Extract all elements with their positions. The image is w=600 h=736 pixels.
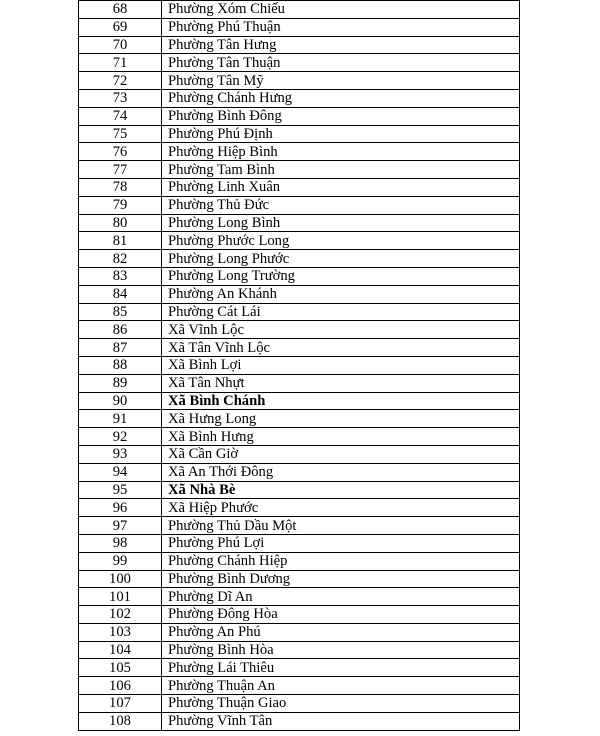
table-row — [79, 125, 520, 143]
ward-name: Phường Linh Xuân — [162, 178, 520, 196]
row-number: 100 — [79, 570, 162, 588]
table-row — [79, 107, 520, 125]
ward-name: Phường Bình Hòa — [162, 641, 520, 659]
row-number: 104 — [79, 641, 162, 659]
ward-name: Xã Tân Vĩnh Lộc — [162, 339, 520, 357]
row-number: 76 — [79, 143, 162, 161]
table-row — [79, 214, 520, 232]
ward-name: Phường Chánh Hiệp — [162, 552, 520, 570]
ward-name: Phường Tân Thuận — [162, 54, 520, 72]
table-row — [79, 517, 520, 535]
ward-name: Phường Xóm Chiếu — [162, 1, 520, 19]
row-number: 82 — [79, 250, 162, 268]
table-row — [79, 428, 520, 446]
row-number: 91 — [79, 410, 162, 428]
table-row — [79, 339, 520, 357]
ward-name: Phường Thuận Giao — [162, 695, 520, 713]
row-number: 94 — [79, 463, 162, 481]
table-row — [79, 695, 520, 713]
row-number: 77 — [79, 161, 162, 179]
table-row — [79, 36, 520, 54]
table-row — [79, 374, 520, 392]
row-number: 96 — [79, 499, 162, 517]
table-row — [79, 161, 520, 179]
table-row — [79, 552, 520, 570]
ward-name: Phường Phú Định — [162, 125, 520, 143]
ward-name: Phường An Khánh — [162, 285, 520, 303]
row-number: 101 — [79, 588, 162, 606]
row-number: 83 — [79, 267, 162, 285]
ward-name: Phường Lái Thiêu — [162, 659, 520, 677]
table-row — [79, 54, 520, 72]
ward-name: Phường Thủ Dầu Một — [162, 517, 520, 535]
ward-name: Xã Hiệp Phước — [162, 499, 520, 517]
ward-name: Phường Tân Mỹ — [162, 72, 520, 90]
ward-name: Phường Phú Lợi — [162, 534, 520, 552]
table-row — [79, 445, 520, 463]
row-number: 90 — [79, 392, 162, 410]
ward-name: Phường Tân Hưng — [162, 36, 520, 54]
row-number: 95 — [79, 481, 162, 499]
table-row — [79, 196, 520, 214]
ward-name: Xã Bình Lợi — [162, 356, 520, 374]
row-number: 79 — [79, 196, 162, 214]
table-row — [79, 250, 520, 268]
row-number: 75 — [79, 125, 162, 143]
ward-name: Xã An Thới Đông — [162, 463, 520, 481]
table-row — [79, 232, 520, 250]
ward-name: Phường Thủ Đức — [162, 196, 520, 214]
ward-name: Xã Bình Hưng — [162, 428, 520, 446]
row-number: 72 — [79, 72, 162, 90]
ward-name: Phường Long Trường — [162, 267, 520, 285]
ward-name: Phường Long Phước — [162, 250, 520, 268]
ward-name: Phường Phú Thuận — [162, 18, 520, 36]
row-number: 107 — [79, 695, 162, 713]
row-number: 92 — [79, 428, 162, 446]
table-row — [79, 178, 520, 196]
table-row — [79, 410, 520, 428]
ward-name: Phường Thuận An — [162, 677, 520, 695]
ward-name: Xã Hưng Long — [162, 410, 520, 428]
ward-name: Phường Long Bình — [162, 214, 520, 232]
table-row — [79, 588, 520, 606]
wards-table-body — [79, 1, 520, 731]
ward-name: Phường Hiệp Bình — [162, 143, 520, 161]
row-number: 86 — [79, 321, 162, 339]
ward-name: Phường Dĩ An — [162, 588, 520, 606]
row-number: 93 — [79, 445, 162, 463]
row-number: 97 — [79, 517, 162, 535]
table-row — [79, 641, 520, 659]
ward-name: Xã Bình Chánh — [162, 392, 520, 410]
ward-name: Phường Phước Long — [162, 232, 520, 250]
table-row — [79, 18, 520, 36]
ward-name: Phường Vĩnh Tân — [162, 712, 520, 730]
wards-table — [78, 0, 520, 731]
ward-name: Phường Chánh Hưng — [162, 89, 520, 107]
row-number: 68 — [79, 1, 162, 19]
table-row — [79, 89, 520, 107]
table-row — [79, 712, 520, 730]
row-number: 84 — [79, 285, 162, 303]
table-row — [79, 499, 520, 517]
ward-name: Phường Bình Dương — [162, 570, 520, 588]
table-row — [79, 267, 520, 285]
row-number: 108 — [79, 712, 162, 730]
row-number: 87 — [79, 339, 162, 357]
row-number: 81 — [79, 232, 162, 250]
table-row — [79, 677, 520, 695]
table-row — [79, 659, 520, 677]
row-number: 89 — [79, 374, 162, 392]
table-row — [79, 143, 520, 161]
ward-name: Phường Bình Đông — [162, 107, 520, 125]
row-number: 73 — [79, 89, 162, 107]
row-number: 88 — [79, 356, 162, 374]
table-row — [79, 534, 520, 552]
row-number: 71 — [79, 54, 162, 72]
table-row — [79, 463, 520, 481]
table-row — [79, 321, 520, 339]
row-number: 69 — [79, 18, 162, 36]
row-number: 106 — [79, 677, 162, 695]
table-row — [79, 570, 520, 588]
table-row — [79, 303, 520, 321]
row-number: 98 — [79, 534, 162, 552]
table-row — [79, 392, 520, 410]
row-number: 80 — [79, 214, 162, 232]
ward-name: Xã Cần Giờ — [162, 445, 520, 463]
table-row — [79, 1, 520, 19]
row-number: 103 — [79, 623, 162, 641]
row-number: 78 — [79, 178, 162, 196]
ward-name: Phường An Phú — [162, 623, 520, 641]
table-row — [79, 285, 520, 303]
table-row — [79, 356, 520, 374]
row-number: 85 — [79, 303, 162, 321]
ward-name: Xã Vĩnh Lộc — [162, 321, 520, 339]
row-number: 105 — [79, 659, 162, 677]
row-number: 102 — [79, 606, 162, 624]
row-number: 70 — [79, 36, 162, 54]
table-row — [79, 606, 520, 624]
table-row — [79, 481, 520, 499]
ward-name: Phường Tam Bình — [162, 161, 520, 179]
ward-name: Xã Tân Nhựt — [162, 374, 520, 392]
row-number: 99 — [79, 552, 162, 570]
ward-name: Phường Cát Lái — [162, 303, 520, 321]
ward-name: Phường Đông Hòa — [162, 606, 520, 624]
table-row — [79, 623, 520, 641]
ward-name: Xã Nhà Bè — [162, 481, 520, 499]
table-row — [79, 72, 520, 90]
row-number: 74 — [79, 107, 162, 125]
